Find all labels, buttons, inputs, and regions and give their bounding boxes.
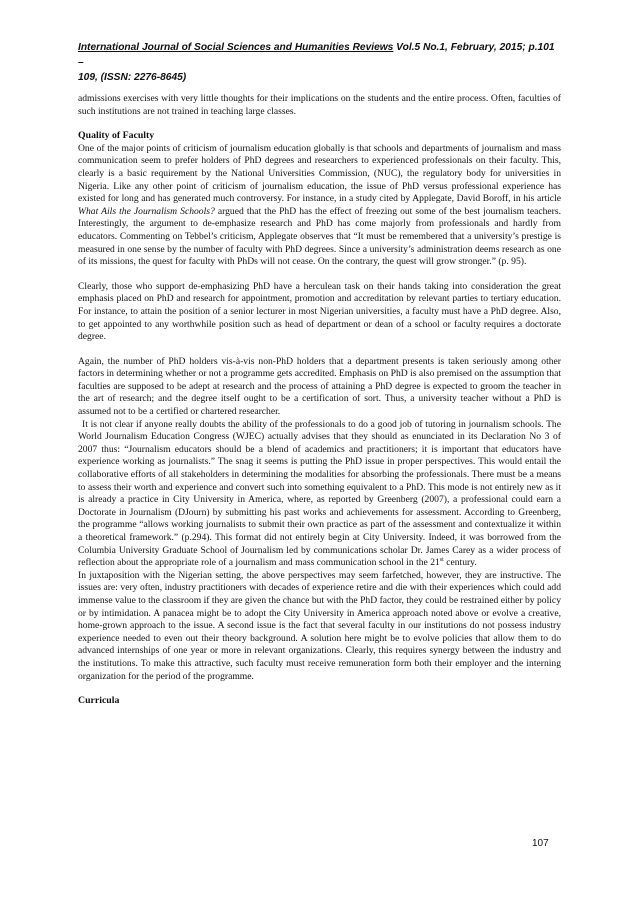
section-heading-curricula: Curricula bbox=[78, 695, 120, 707]
journal-issue-info: Vol.5 No.1, February, 2015; p.101 – bbox=[78, 42, 555, 68]
paragraph-quality-3: Again, the number of PhD holders vis-à-vis non-PhD holders that a department presents is taken seriously among other factors in determining whether or not a programme gets accredited. Emphasis on PhD is also premised on the assumption that faculties are supposed to be adept at research and the process of attaining a PhD degree is expected to groom the teacher in the art of research; and the degree itself ought to be a certification of sort. Thus, a university teacher without a PhD is assumed not to be a certified or chartered researcher. bbox=[78, 355, 561, 418]
paragraph-quality-1: One of the major points of criticism of journalism education globally is that schools and departments of journalism and mass communication seem to prefer holders of PhD degrees and researchers to experienced professionals on their faculty. This, clearly is a basic requirement by the National Universities Commission, (NUC), the regulatory body for universities in Nigeria. Like any other point of criticism of journalism education, the issue of PhD versus professional experience has existed for long and has generated much controversy. For instance, in a study cited by Applegate, David Boroff, in his article What Ails the Journalism Schools? argued that the PhD has the effect of freezing out some of the best journalism teachers. Interestingly, the argument to de-emphasize research and PhD has come majorly from professionals and hardly from educators. Commenting on Tebbel’s criticism, Applegate observes that “It must be remembered that a university’s prestige is measured in one sense by the number of faculty with PhD degrees. Since a university’s administration deems research as one of its missions, the quest for faculty with PhDs will not cease. On the contrary, the quest will grow stronger.” (p. 95). bbox=[78, 142, 561, 268]
intro-paragraph: admissions exercises with very little thoughts for their implications on the students and the entire process. Often, faculties of such institutions are not trained in teaching large classes. bbox=[78, 93, 561, 117]
superscript-st: st bbox=[439, 557, 444, 563]
journal-issn: 109, (ISSN: 2276-8645) bbox=[78, 72, 187, 83]
journal-title: International Journal of Social Sciences and Humanities Reviews bbox=[78, 42, 394, 53]
paragraph-quality-4: It is not clear if anyone really doubts the ability of the professionals to do a good job of tutoring in journalism schools. The World Journalism Education Congress (WJEC) actually advises that they should as enunciated in its Declaration No 3 of 2007 thus: “Journalism educators should be a blend of academics and practitioners; it is important that educators have experience working as journalists.” The snag it seems is putting the PhD issue in proper perspectives. This would entail the collaborative efforts of all stakeholders in determining the modalities for absorbing the professionals. There must be a means to assess their worth and experience and convert such into something equivalent to a PhD. This mode is not entirely new as it is already a practice in City University in America, where, as reported by Greenberg (2007), a professional could earn a Doctorate in Journalism (DJourn) by submitting his past works and achievements for assessment. According to Greenberg, the programme “allows working journalists to submit their own practice as part of the assessment and contextualize it within a theoretical framework.” (p.294). This format did not entirely begin at City University. Indeed, it was borrowed from the Columbia University Graduate School of Journalism led by communications scholar Dr. James Carey as a wider process of reflection about the appropriate role of a journalism and mass communication school in the 21st century. bbox=[78, 418, 561, 569]
paragraph-quality-2: Clearly, those who support de-emphasizing PhD have a herculean task on their hands taking into consideration the great emphasis placed on PhD and research for appointment, promotion and accreditation by relevant parties to tertiary education. For instance, to attain the position of a senior lecturer in most Nigerian universities, a faculty must have a PhD degree. Also, to get appointed to any worthwhile position such as head of department or dean of a school or faculty requires a doctorate degree. bbox=[78, 280, 561, 343]
page-number: 107 bbox=[532, 838, 549, 849]
running-header bbox=[78, 40, 561, 85]
paragraph-quality-5: In juxtaposition with the Nigerian setting, the above perspectives may seem farfetched, however, they are instructive. The issues are: very often, industry practitioners with decades of experience retire and die with their experiences which could add immense value to the classroom if they are given the chance but with the PhD factor, they could be restrained either by policy or by intimidation. A panacea might be to adopt the City University in America approach noted above or evolve a creative, home-grown approach to the issue. A second issue is the fact that several faculty in our institutions do not possess industry experience needed to even out their theory background. A solution here might be to evolve policies that allow them to do advanced internships of one year or more in relevant organizations. Clearly, this requires synergy between the industry and the institutions. To make this attractive, such faculty must receive remuneration form both their employer and the interning organization for the period of the programme. bbox=[78, 569, 561, 682]
section-heading-quality-of-faculty: Quality of Faculty bbox=[78, 130, 155, 142]
article-title-italic: What Ails the Journalism Schools? bbox=[78, 205, 215, 217]
page-content bbox=[78, 40, 561, 708]
